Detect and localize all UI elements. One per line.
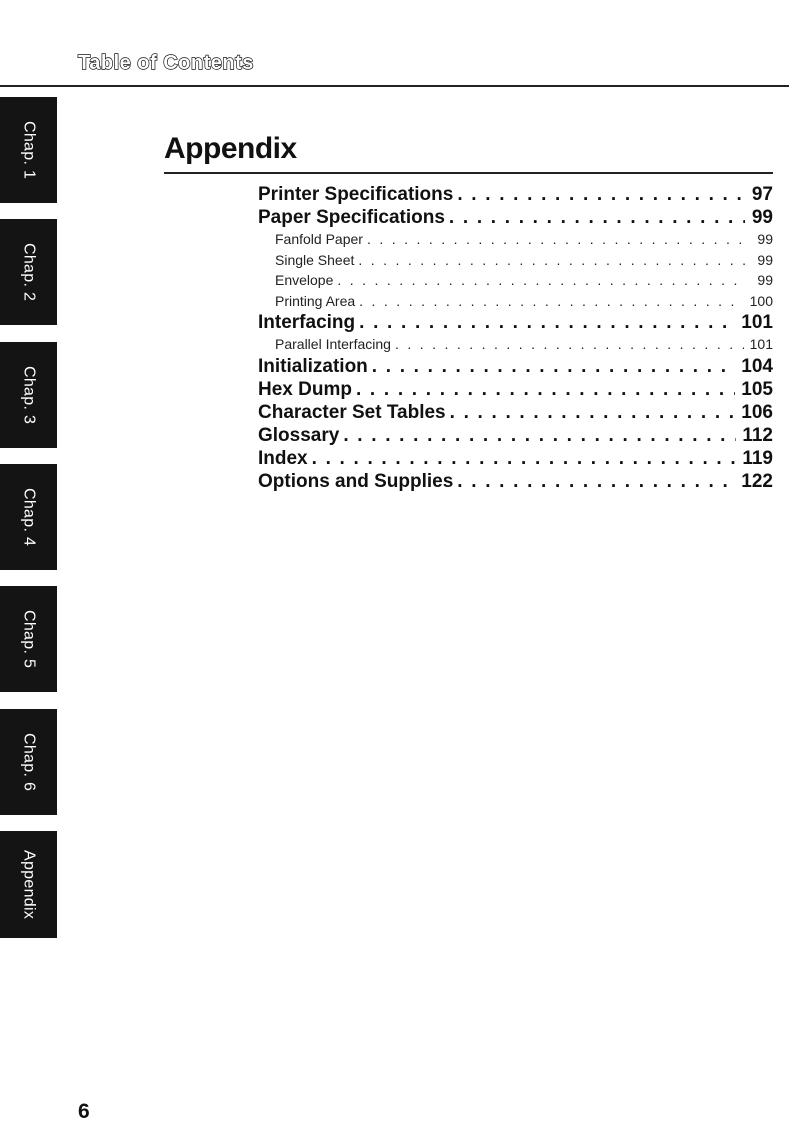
dot-leader [450, 401, 736, 424]
dot-leader [457, 183, 745, 206]
toc-entry[interactable] [258, 470, 773, 493]
dot-leader [359, 291, 743, 312]
toc-entry[interactable] [258, 378, 773, 401]
toc-entry-page: 105 [741, 378, 773, 400]
dot-leader [312, 447, 737, 470]
toc-entry-label: Initialization [258, 355, 368, 377]
toc-entry[interactable] [258, 447, 773, 470]
toc-entry-page: 104 [741, 355, 773, 377]
toc-entry-page: 100 [749, 292, 773, 309]
tab-chap-3[interactable] [0, 342, 57, 448]
dot-leader [395, 334, 744, 355]
dot-leader [358, 250, 745, 271]
tab-chap-6[interactable] [0, 709, 57, 815]
header-rule [0, 85, 789, 87]
toc-entry-page: 101 [749, 336, 773, 352]
dot-leader [356, 378, 735, 401]
toc-subentry[interactable] [258, 334, 773, 355]
tab-label: Chap. 3 [20, 365, 38, 425]
toc-entry[interactable] [258, 401, 773, 424]
toc-entry[interactable] [258, 355, 773, 378]
dot-leader [359, 311, 735, 334]
header-title: Table of Contents [78, 52, 254, 74]
toc-entry-label: Paper Specifications [258, 207, 445, 228]
toc-entry-label: Printer Specifications [258, 184, 454, 205]
section-rule [164, 172, 773, 174]
dot-leader [337, 270, 745, 291]
toc-entry-page: 101 [741, 312, 773, 333]
toc-entry-page: 99 [751, 207, 773, 228]
toc-entry-label: Single Sheet [275, 251, 355, 268]
toc-entry-label: Hex Dump [258, 378, 352, 400]
toc-entry-page: 119 [742, 447, 773, 469]
toc-entry-label: Parallel Interfacing [275, 336, 391, 352]
toc-entry-label: Fanfold Paper [275, 231, 363, 247]
dot-leader [343, 424, 736, 447]
toc-subentry[interactable] [258, 229, 773, 250]
toc-entry[interactable] [258, 206, 773, 229]
toc-entry[interactable] [258, 311, 773, 334]
toc-entry-page: 99 [757, 272, 773, 288]
toc-entry-page: 106 [741, 401, 773, 423]
toc-entry[interactable] [258, 183, 773, 206]
tab-label: Chap. 5 [20, 609, 38, 669]
toc-entry-label: Character Set Tables [258, 401, 446, 423]
page-number: 6 [78, 1100, 90, 1123]
dot-leader [367, 229, 745, 250]
toc-entry-label: Printing Area [275, 292, 356, 309]
toc-entry-page: 112 [742, 424, 773, 446]
tab-label: Appendix [20, 849, 38, 920]
toc-entry[interactable] [258, 424, 773, 447]
toc-entry-label: Options and Supplies [258, 470, 454, 492]
dot-leader [457, 470, 735, 493]
dot-leader [372, 355, 736, 378]
section-title: Appendix [164, 132, 297, 165]
toc-entry-page: 99 [757, 251, 773, 268]
toc-entry-label: Interfacing [258, 312, 356, 333]
tab-chap-1[interactable] [0, 97, 57, 203]
toc-entry-label: Glossary [258, 424, 340, 446]
toc-entry-page: 99 [757, 231, 773, 247]
tab-label: Chap. 4 [20, 487, 38, 547]
dot-leader [449, 206, 745, 229]
tab-label: Chap. 6 [20, 732, 38, 792]
toc-subentry[interactable] [258, 270, 773, 291]
toc-subentry[interactable] [258, 250, 773, 271]
toc-list [258, 183, 773, 493]
toc-entry-label: Envelope [275, 272, 334, 288]
toc-entry-label: Index [258, 447, 308, 469]
toc-entry-page: 97 [751, 184, 773, 205]
tab-chap-5[interactable] [0, 586, 57, 692]
tab-label: Chap. 2 [20, 242, 38, 302]
toc-entry-page: 122 [741, 470, 773, 492]
tab-label: Chap. 1 [20, 120, 38, 180]
toc-subentry[interactable] [258, 291, 773, 312]
tab-chap-2[interactable] [0, 219, 57, 325]
tab-chap-4[interactable] [0, 464, 57, 570]
tab-appendix[interactable] [0, 831, 57, 938]
